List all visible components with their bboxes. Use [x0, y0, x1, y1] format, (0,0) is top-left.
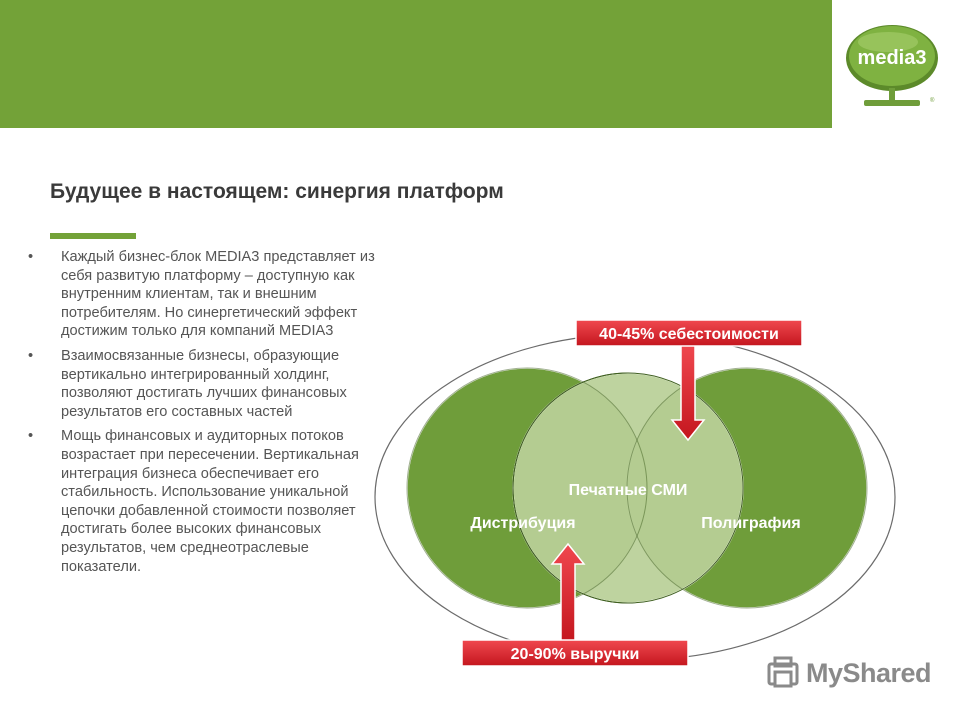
bullet-text: Мощь финансовых и аудиторных потоков возрастает при пересечении. Вертикальная интеграция бизнеса обеспечивает его стабильность. Использование уникальной цепочки добавленной стоимости позволяет достигать более высоких финансовых результатов, чем среднеотраслевые показатели. [61, 428, 359, 575]
watermark [766, 656, 931, 690]
page-title: Будущее в настоящем: синергия платформ [50, 180, 504, 203]
top-callout-text: 40-45% себестоимости [599, 326, 779, 343]
logo-text: media3 [857, 47, 927, 69]
right-label: Полиграфия [701, 515, 801, 532]
bullet-text: Каждый бизнес-блок MEDIA3 представляет из себя развитую платформу – доступную как внутренним клиентам, так и внешним потребителям. Но синергетический эффект достижим только для компаний MEDIA3 [61, 249, 375, 340]
bullet-dot: • [28, 347, 34, 364]
left-label: Дистрибуция [470, 515, 576, 532]
watermark-icon [766, 656, 800, 690]
center-label: Печатные СМИ [568, 482, 688, 499]
bottom-callout-text: 20-90% выручки [510, 646, 640, 663]
bullet-dot: • [28, 428, 34, 445]
watermark-text: MyShared [806, 657, 932, 688]
svg-text:®: ® [930, 98, 935, 104]
bullet-text: Взаимосвязанные бизнесы, образующие вертикально интегрированный холдинг, позволяют достигать лучших финансовых результатов его составных частей [61, 347, 347, 420]
bullet-dot: • [28, 249, 34, 265]
